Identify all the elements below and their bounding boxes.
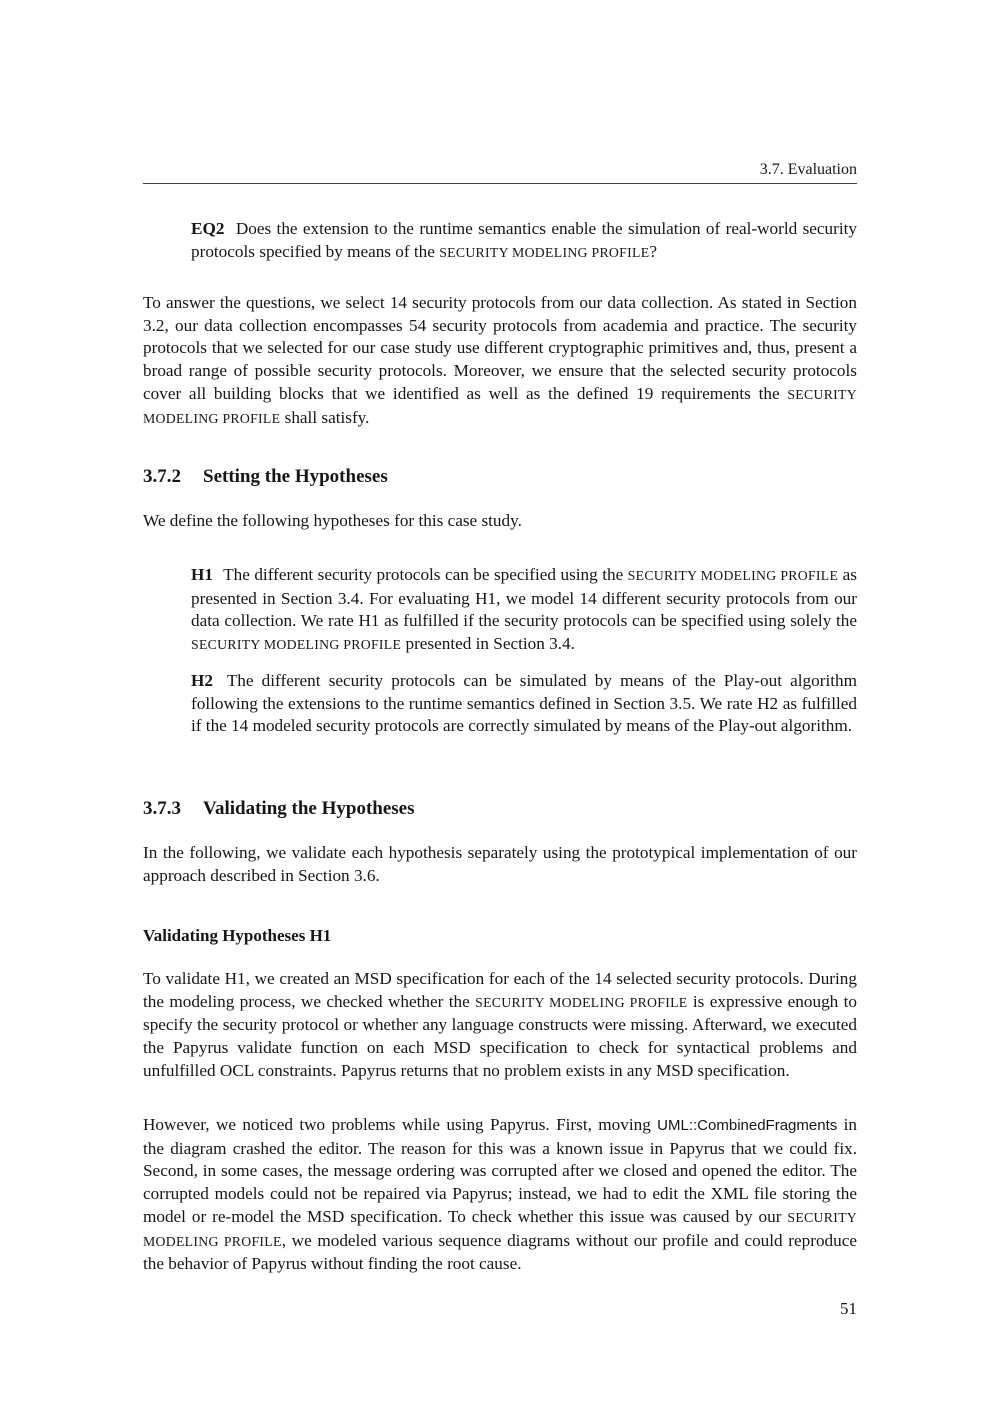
h1-text: The different security protocols can be specified using the: [223, 565, 624, 584]
profile-name: SECURITY MODELING PROFILE: [143, 1209, 858, 1249]
section-title: Validating the Hypotheses: [203, 798, 415, 819]
profile-name: SECURITY MODELING PROFILE: [439, 244, 650, 260]
running-head: 3.7. Evaluation: [759, 161, 857, 178]
paragraph-text-middle: in the diagram crashed the editor. The reason for this was a known issue in Papyrus that we could fix. Second, in some cases, the message ordering was corrupted after we closed and opened the editor. The corrupted models could not be repaired via Papyrus; instead, we had to edit the XML file storing the model or re-model the MSD specification. To check whether this issue was caused by our: [143, 1115, 857, 1226]
paragraph-text: However, we noticed two problems while using Papyrus. First, moving: [143, 1115, 651, 1134]
intro-text-end: shall satisfy.: [284, 407, 370, 427]
h2-label: H2: [191, 671, 213, 690]
validation-h1-paragraph-2: [143, 1114, 857, 1276]
header-rule: [143, 183, 857, 184]
eq2-text: Does the extension to the runtime semantics enable the simulation of real-world security protocols specified by means of the: [191, 219, 857, 261]
hypothesis-h2: [191, 670, 857, 738]
page: [143, 0, 857, 1414]
validation-h1-paragraph-1: [143, 968, 857, 1083]
subsection-heading-validating-h1: Validating Hypotheses H1: [143, 926, 332, 945]
h1-text-end: presented in Section 3.4.: [405, 634, 575, 654]
eq2-label: EQ2: [191, 219, 225, 238]
h1-label: H1: [191, 565, 213, 584]
intro-text: To answer the questions, we select 14 security protocols from our data collection. As stated in Section 3.2, our data collection encompasses 54 security protocols from academia and practice. The security protocols that we selected for our case study use different cryptographic primitives and, thus, present a broad range of possible security protocols. Moreover, we ensure that the selected security protocols cover all building blocks that we identified as well as the defined 19 requirements the: [143, 293, 857, 403]
section-number: 3.7.2: [143, 466, 181, 487]
paragraph-text: To validate H1, we created an MSD specification for each of the 14 selected security protocols. During the modeling process, we checked whether the: [143, 969, 857, 1011]
evaluation-question-eq2: [191, 218, 857, 264]
eq2-text-end: ?: [649, 241, 658, 261]
profile-name: SECURITY MODELING PROFILE: [475, 994, 688, 1010]
paragraph-text-end: , we modeled various sequence diagrams without our profile and could reproduce the behavior of Papyrus without finding the root cause.: [143, 1230, 857, 1274]
section-number: 3.7.3: [143, 798, 181, 819]
section-heading-3-7-2: [143, 465, 388, 489]
h1-text-middle: as presented in Section 3.4. For evaluating H1, we model 14 different security protocols from our data collection. We rate H1 as fulfilled if the security protocols can be specified using solely the: [191, 565, 857, 631]
intro-paragraph: [143, 292, 857, 430]
profile-name: SECURITY MODELING PROFILE: [191, 637, 402, 653]
validation-intro: In the following, we validate each hypothesis separately using the prototypical implementation of our approach described in Section 3.6.: [143, 843, 857, 885]
paragraph-text-end: is expressive enough to specify the security protocol or whether any language constructs were missing. Afterward, we executed the Papyrus validate function on each MSD specification to check for syntactical problems and unfulfilled OCL constraints. Papyrus returns that no problem exists in any MSD specification.: [143, 991, 858, 1080]
code-term: UML::CombinedFragments: [657, 1117, 838, 1134]
page-number: 51: [840, 1299, 857, 1318]
section-heading-3-7-3: [143, 797, 415, 821]
hypotheses-intro: We define the following hypotheses for this case study.: [143, 511, 522, 530]
h2-text: The different security protocols can be simulated by means of the Play-out algorithm following the extensions to the runtime semantics defined in Section 3.5. We rate H2 as fulfilled if the 14 modeled security protocols are correctly simulated by means of the Play-out algorithm.: [191, 671, 857, 736]
hypothesis-h1: [191, 564, 857, 657]
section-title: Setting the Hypotheses: [203, 466, 388, 487]
profile-name: SECURITY MODELING PROFILE: [627, 568, 839, 583]
profile-name: SECURITY MODELING PROFILE: [143, 386, 857, 426]
